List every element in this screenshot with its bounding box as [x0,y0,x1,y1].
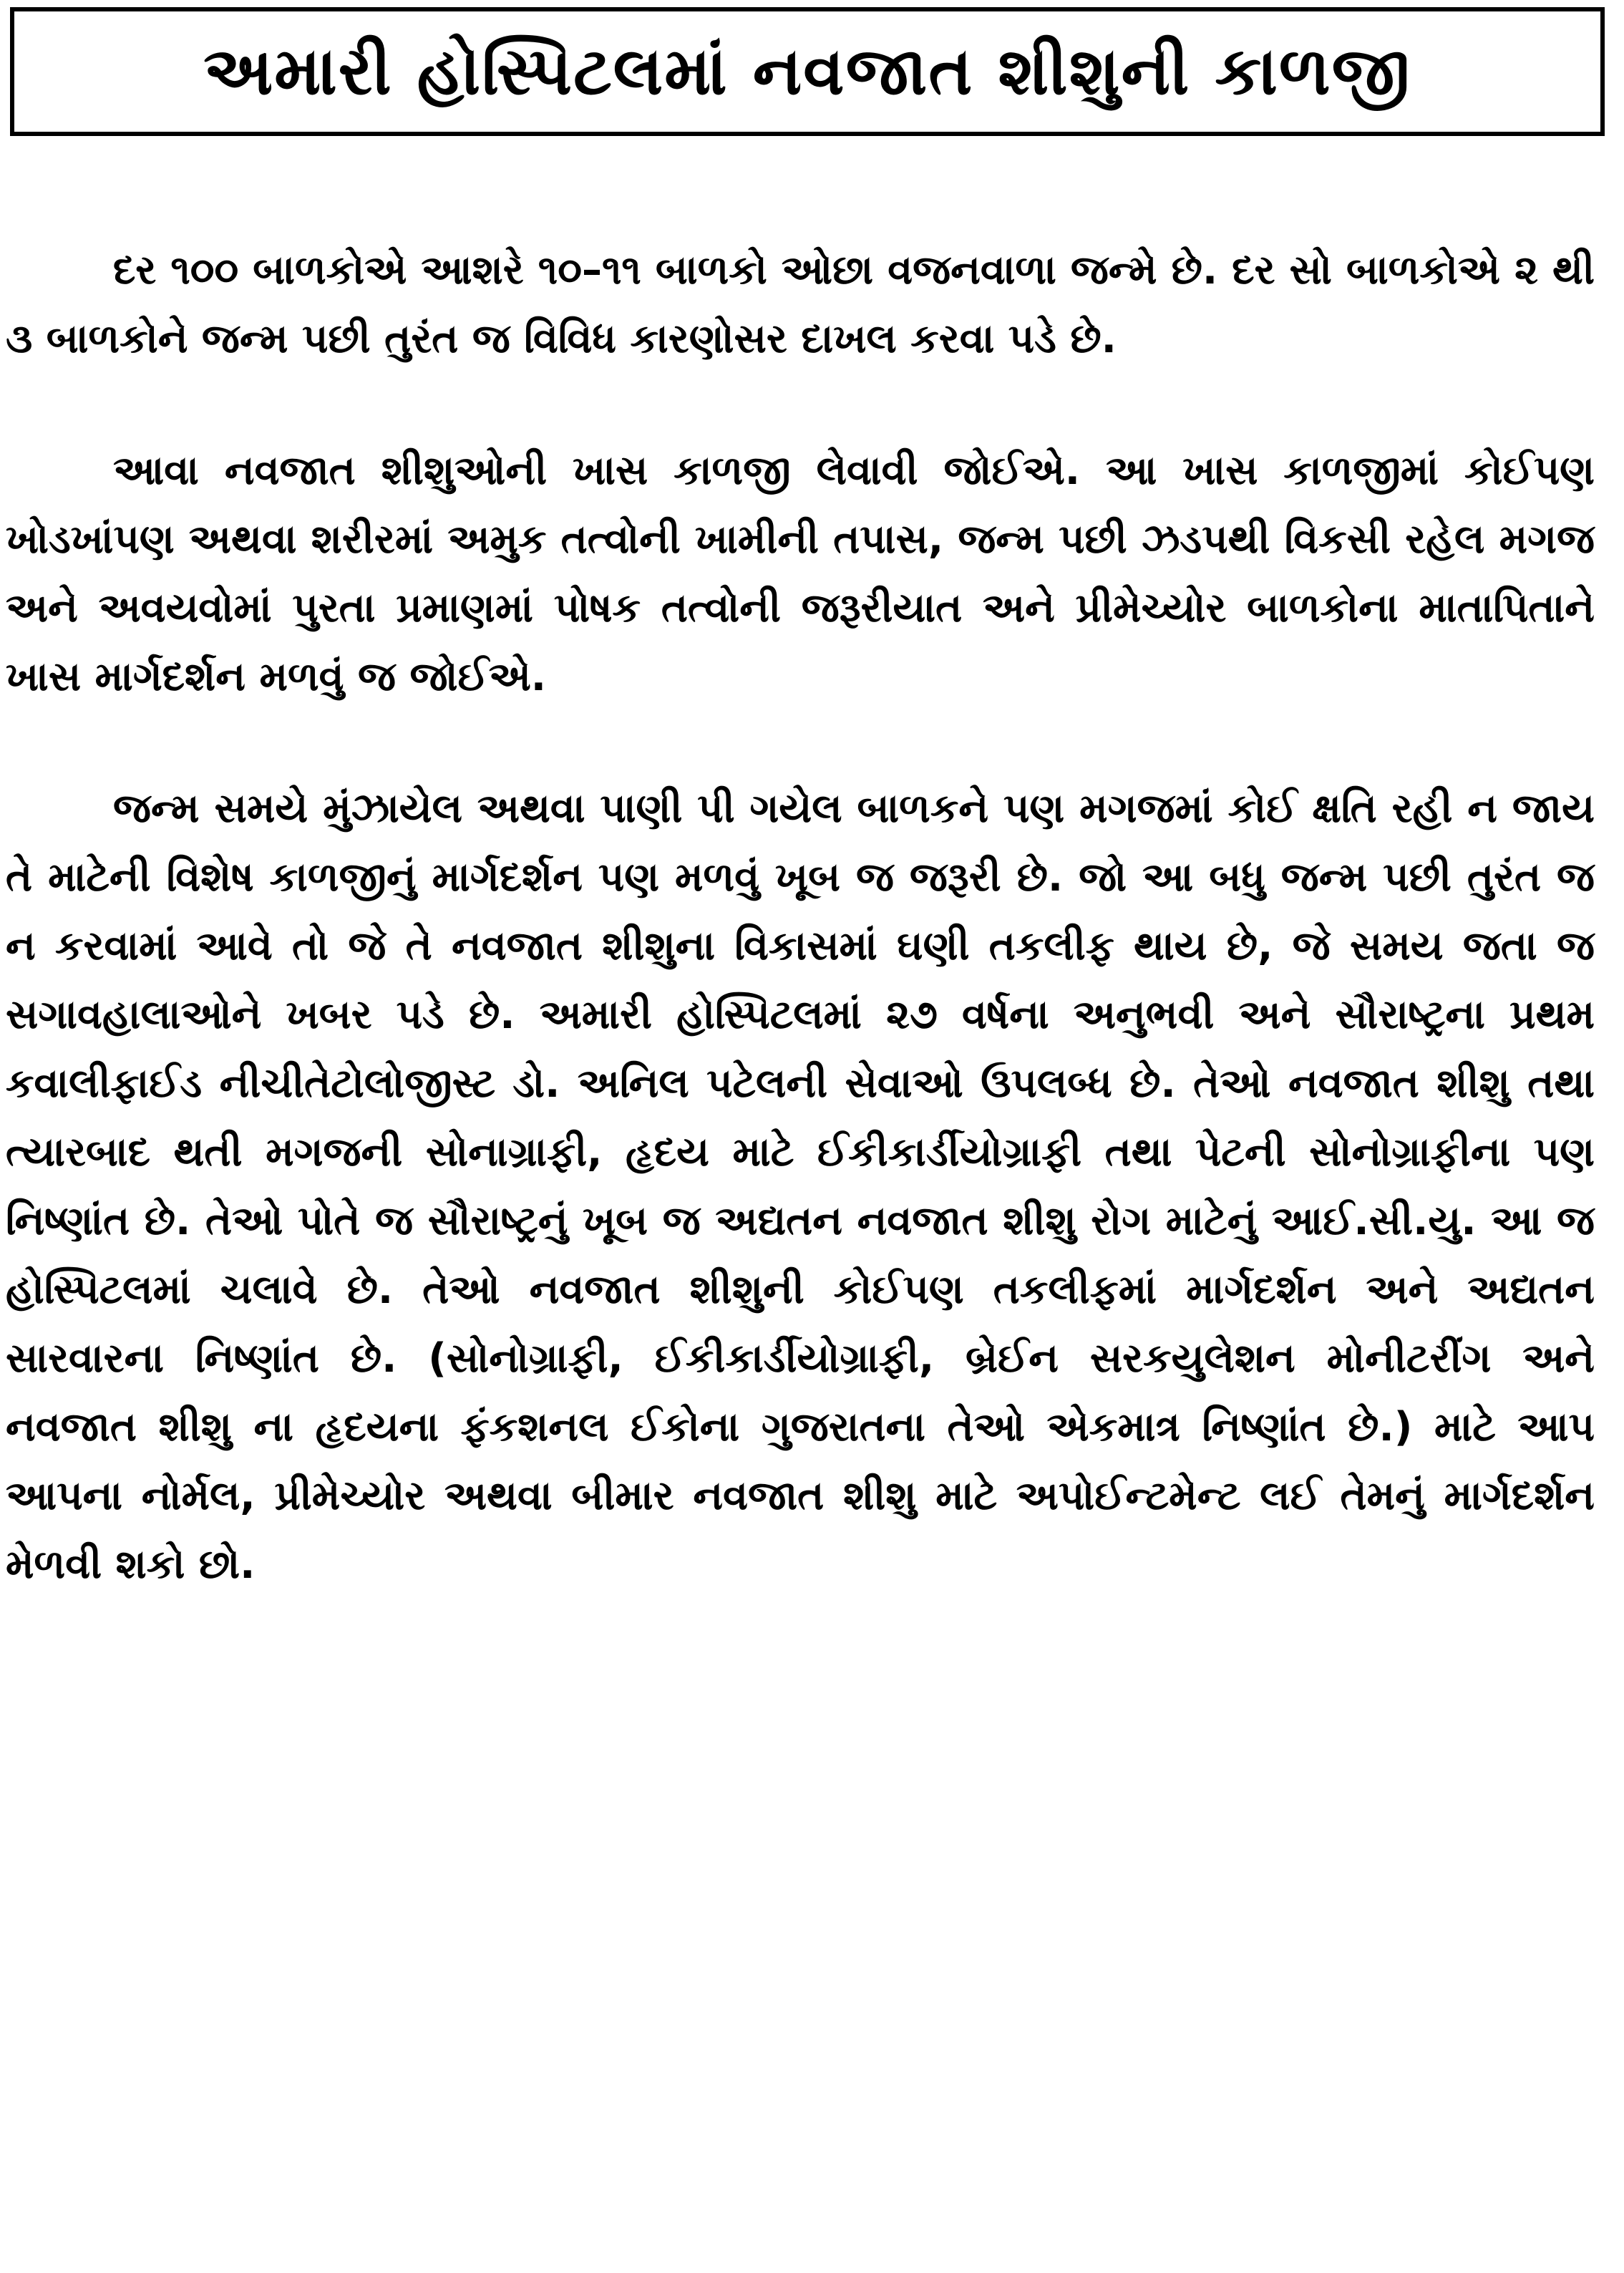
document-title: અમારી હોસ્પિટલમાં નવજાત શીશુની કાળજી [203,33,1411,110]
document-body [6,236,1595,1599]
paragraph-low-birth-weight: દર ૧૦૦ બાળકોએ આશરે ૧૦–૧૧ બાળકો ઓછા વજનવાળા જન્મે છે. દર સો બાળકોએ ૨ થી ૩ બાળકોને જન્મ પછી તુરંત જ વિવિધ કારણોસર દાખલ કરવા પડે છે. [6,247,1595,362]
paragraph-special-care: આવા નવજાત શીશુઓની ખાસ કાળજી લેવાવી જોઈએ. આ ખાસ કાળજીમાં કોઈપણ ખોડખાંપણ અથવા શરીરમાં અમુક તત્વોની ખામીની તપાસ, જન્મ પછી ઝડપથી વિકસી રહેલ મગજ અને અવયવોમાં પુરતા પ્રમાણમાં પોષક તત્વોની જરૂરીયાત અને પ્રીમેચ્યોર બાળકોના માતાપિતાને ખાસ માર્ગદર્શન મળવું જ જોઈએ. [6,447,1595,700]
paragraph-doctor-services: જન્મ સમયે મુંઝાયેલ અથવા પાણી પી ગયેલ બાળકને પણ મગજમાં કોઈ ક્ષતિ રહી ન જાય તે માટેની વિશેષ કાળજીનું માર્ગદર્શન પણ મળવું ખૂબ જ જરૂરી છે. જો આ બધુ જન્મ પછી તુરંત જ ન કરવામાં આવે તો જે તે નવજાત શીશુના વિકાસમાં ઘણી તકલીફ થાય છે, જે સમય જતા જ સગાવહાલાઓને ખબર પડે છે. અમારી હોસ્પિટલમાં ૨૭ વર્ષના અનુભવી અને સૌરાષ્ટ્રના પ્રથમ કવાલીફાઈડ નીચીતેટોલોજીસ્ટ ડો. અનિલ પટેલની સેવાઓ ઉપલબ્ધ છે. તેઓ નવજાત શીશુ તથા ત્યારબાદ થતી મગજની સોનાગ્રાફી, હૃદય માટે ઈકીકાર્ડીયોગ્રાફી તથા પેટની સોનોગ્રાફીના પણ નિષ્ણાંત છે. તેઓ પોતે જ સૌરાષ્ટ્રનું ખૂબ જ અદ્યતન નવજાત શીશુ રોગ માટેનું આઈ.સી.યુ. આ જ હોસ્પિટલમાં ચલાવે છે. તેઓ નવજાત શીશુની કોઈપણ તકલીફમાં માર્ગદર્શન અને અદ્યતન સારવારના નિષ્ણાંત છે. (સોનોગ્રાફી, ઈકીકાર્ડીયોગ્રાફી, બ્રેઈન સરકયુલેશન મોનીટરીંગ અને નવજાત શીશુ ના હૃદયના ફંકશનલ ઈકોના ગુજરાતના તેઓ એકમાત્ર નિષ્ણાંત છે.) માટે આપ આપના નોર્મલ, પ્રીમેચ્યોર અથવા બીમાર નવજાત શીશુ માટે અપોઈન્ટમેન્ટ લઈ તેમનું માર્ગદર્શન મેળવી શકો છો. [6,785,1595,1588]
title-box [10,7,1605,136]
